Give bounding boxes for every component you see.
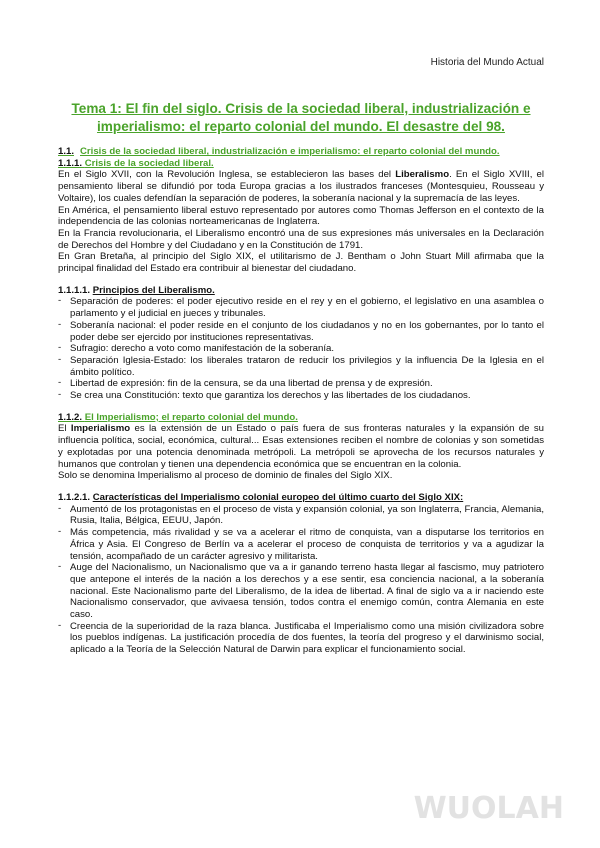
bold-term: Imperialismo [70, 423, 131, 435]
list-item: - Creencia de la superioridad de la raza blanca. Justificaba el Imperialismo como una misión civilizadora sobre los pueblos indígenas. La justificación procedía de dos fuentes, la teoría del progreso y el darwinismo social, aplicado a la Teoría de la Selección Natural de Darwin para explicar el funcionamiento social. [58, 621, 544, 656]
list-item: - Se crea una Constitución: texto que garantiza los derechos y las libertades de los ciudadanos. [58, 390, 544, 402]
list-item: - Sufragio: derecho a voto como manifestación de la soberanía. [58, 343, 544, 355]
bold-term: Liberalismo [395, 169, 450, 181]
section-heading-1-1-1 [58, 158, 544, 170]
list-item: - Aumentó de los protagonistas en el proceso de vista y expansión colonial, ya son Inglaterra, Francia, Alemania, Rusia, Italia, Bélgica, EEUU, Japón. [58, 504, 544, 527]
list-item: - Más competencia, más rivalidad y se va a acelerar el ritmo de conquista, van a disputarse los territorios en África y Asia. El Congreso de Berlín va a acelerar el proceso de conquista de territorios y va a agudizar la tensión, acompañado de un carácter agresivo y militarista. [58, 527, 544, 562]
section-number: 1.1.1.1. [58, 284, 91, 296]
paragraph: En Gran Bretaña, al principio del Siglo XIX, el utilitarismo de J. Bentham o John Stuart Mill afirmaba que la principal finalidad del Estado era contribuir al bienestar del ciudadano. [58, 251, 544, 275]
paragraph: En la Francia revolucionaria, el Liberalismo encontró una de sus expresiones más universales en la Declaración de Derechos del Hombre y del Ciudadano y en la Constitución de 1791. [58, 227, 544, 251]
paragraph: El Imperialismo es la extensión de un Estado o país fuera de sus fronteras naturales y la expansión de su influencia política, social, económica, cultural... Esas extensiones reciben el nombre de colonias y son sometidas y explotadas por una potencia denominada metrópoli. La metrópoli se aprovecha de los recursos naturales y humanos que controlan y tienen una dependencia económica que se encuentran en la colonia. [58, 423, 544, 470]
paragraph: En el Siglo XVII, con la Revolución Inglesa, se establecieron las bases del Liberalismo. En el Siglo XVIII, el pensamiento liberal se difundió por toda Europa gracias a los ilustrados franceses (Montesquieu, Rousseau y Voltaire), los cuales defendían la separación de poderes, la soberanía nacional y la supremacía de las leyes. [58, 169, 544, 204]
wuolah-watermark-logo: WUOLAH [413, 791, 564, 826]
section-title: El Imperialismo; el reparto colonial del mundo. [84, 411, 298, 423]
paragraph: En América, el pensamiento liberal estuvo representado por autores como Thomas Jefferson en el contexto de la independencia de las colonias norteamericanas de Inglaterra. [58, 204, 544, 228]
list-item: - Libertad de expresión: fin de la censura, se da una libertad de prensa y de expresión. [58, 378, 544, 390]
principles-list [58, 296, 544, 401]
page-title: Tema 1: El fin del siglo. Crisis de la sociedad liberal, industrialización e imperialismo: el reparto colonial del mundo. El desastre del 98. [71, 101, 531, 134]
section-title: Crisis de la sociedad liberal, industrialización e imperialismo: el reparto colonial del mundo. [80, 146, 500, 157]
running-header: Historia del Mundo Actual [430, 57, 544, 68]
list-item: - Separación de poderes: el poder ejecutivo reside en el rey y en el gobierno, el legislativo en una asamblea o parlamento y el judicial en jueces y tribunales. [58, 296, 544, 319]
section-number: 1.1. [58, 146, 75, 157]
paragraph: Solo se denomina Imperialismo al proceso de dominio de finales del Siglo XIX. [58, 470, 393, 482]
section-number: 1.1.2.1. [58, 491, 91, 503]
characteristics-list [58, 504, 544, 656]
section-heading-1-1 [58, 146, 544, 158]
list-item: - Soberanía nacional: el poder reside en el conjunto de los ciudadanos y no en los gobernantes, por lo tanto el poder debe ser ejercido por instituciones representativas. [58, 320, 544, 343]
section-title: Principios del Liberalismo. [92, 284, 215, 296]
section-number: 1.1.1. [58, 157, 83, 169]
section-title: Características del Imperialismo colonial europeo del último cuarto del Siglo XIX: [92, 491, 464, 503]
section-heading-1-1-2-1 [58, 492, 544, 504]
list-item: - Auge del Nacionalismo, un Nacionalismo que va a ir ganando terreno hasta llegar al fascismo, muy patriotero que antepone el interés de la nación a los derechos y a ese sentir, esa conciencia nacional, a la soberanía nacional. Este Nacionalismo parte del Liberalismo, de la idea de libertad. A final de siglo va a ir naciendo este Nacionalismo conservador, que avivaesa tensión, todos contra el enemigo común, contra Alemania en este caso. [58, 562, 544, 621]
document-body [58, 146, 544, 656]
section-heading-1-1-1-1 [58, 285, 544, 297]
section-heading-1-1-2 [58, 412, 544, 424]
section-number: 1.1.2. [58, 411, 83, 423]
list-item: - Separación Iglesia-Estado: los liberales trataron de reducir los privilegios y la influencia De la Iglesia en el ámbito político. [58, 355, 544, 378]
section-title: Crisis de la sociedad liberal. [84, 157, 214, 169]
